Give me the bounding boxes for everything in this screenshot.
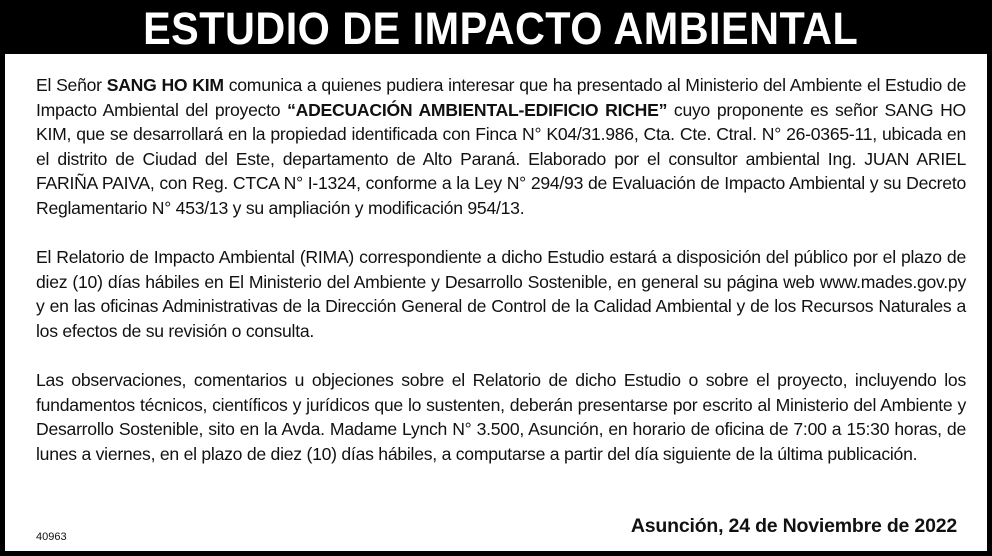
paragraph1-details: cuyo proponente es señor SANG HO KIM, que se desarrollará en la propiedad identificada con Finca N° K04/31.986, Cta. Cte. Ctral. N° 26-0365-11, ubicada en el distrito de Ciudad del Este, departamento de Alto Paraná. Elaborado por el consultor ambiental Ing. JUAN ARIEL FARIÑA PAIVA, con Reg. CTCA N° I-1324, conforme a la Ley N° 294/93 de Evaluación de Impacto Ambiental y su Decreto Reglamentario N° 453/13 y su ampliación y modificación 954/13. [36, 99, 966, 218]
notice-title: ESTUDIO DE IMPACTO AMBIENTAL [143, 2, 859, 54]
reference-number: 40963 [36, 531, 67, 543]
paragraph1-intro: El Señor [36, 75, 107, 95]
paragraph1-middle: comunica a quienes pudiera interesar que ha presentado al Ministerio del Ambiente el Estudio de Impacto Ambiental del proyecto [36, 75, 966, 120]
notice-body [36, 73, 966, 491]
paragraph-rima-availability: El Relatorio de Impacto Ambiental (RIMA) correspondiente a dicho Estudio estará a disposición del público por el plazo de diez (10) días hábiles en El Ministerio del Ambiente y Desarrollo Sostenible, en general su página web www.mades.gov.py y en las oficinas Administrativas de la Dirección General de Control de la Calidad Ambiental y de los Recursos Naturales a los efectos de su revisión o consulta. [36, 247, 966, 341]
project-name: “ADECUACIÓN AMBIENTAL-EDIFICIO RICHE” [287, 99, 668, 120]
paragraph-project-presentation [36, 73, 966, 221]
applicant-name: SANG HO KIM [106, 75, 224, 95]
paragraph-observations: Las observaciones, comentarios u objeciones sobre el Relatorio de dicho Estudio o sobre el proyecto, incluyendo los fundamentos técnicos, científicos y jurídicos que lo sustenten, deberán presentarse por escrito al Ministerio del Ambiente y Desarrollo Sostenible, sito en la Avda. Madame Lynch N° 3.500, Asunción, en horario de oficina de 7:00 a 15:30 horas, de lunes a viernes, en el plazo de diez (10) días hábiles, a computarse a partir del día siguiente de la última publicación. [36, 370, 966, 464]
title-bar [5, 0, 992, 54]
place-date: Asunción, 24 de Noviembre de 2022 [630, 515, 957, 537]
